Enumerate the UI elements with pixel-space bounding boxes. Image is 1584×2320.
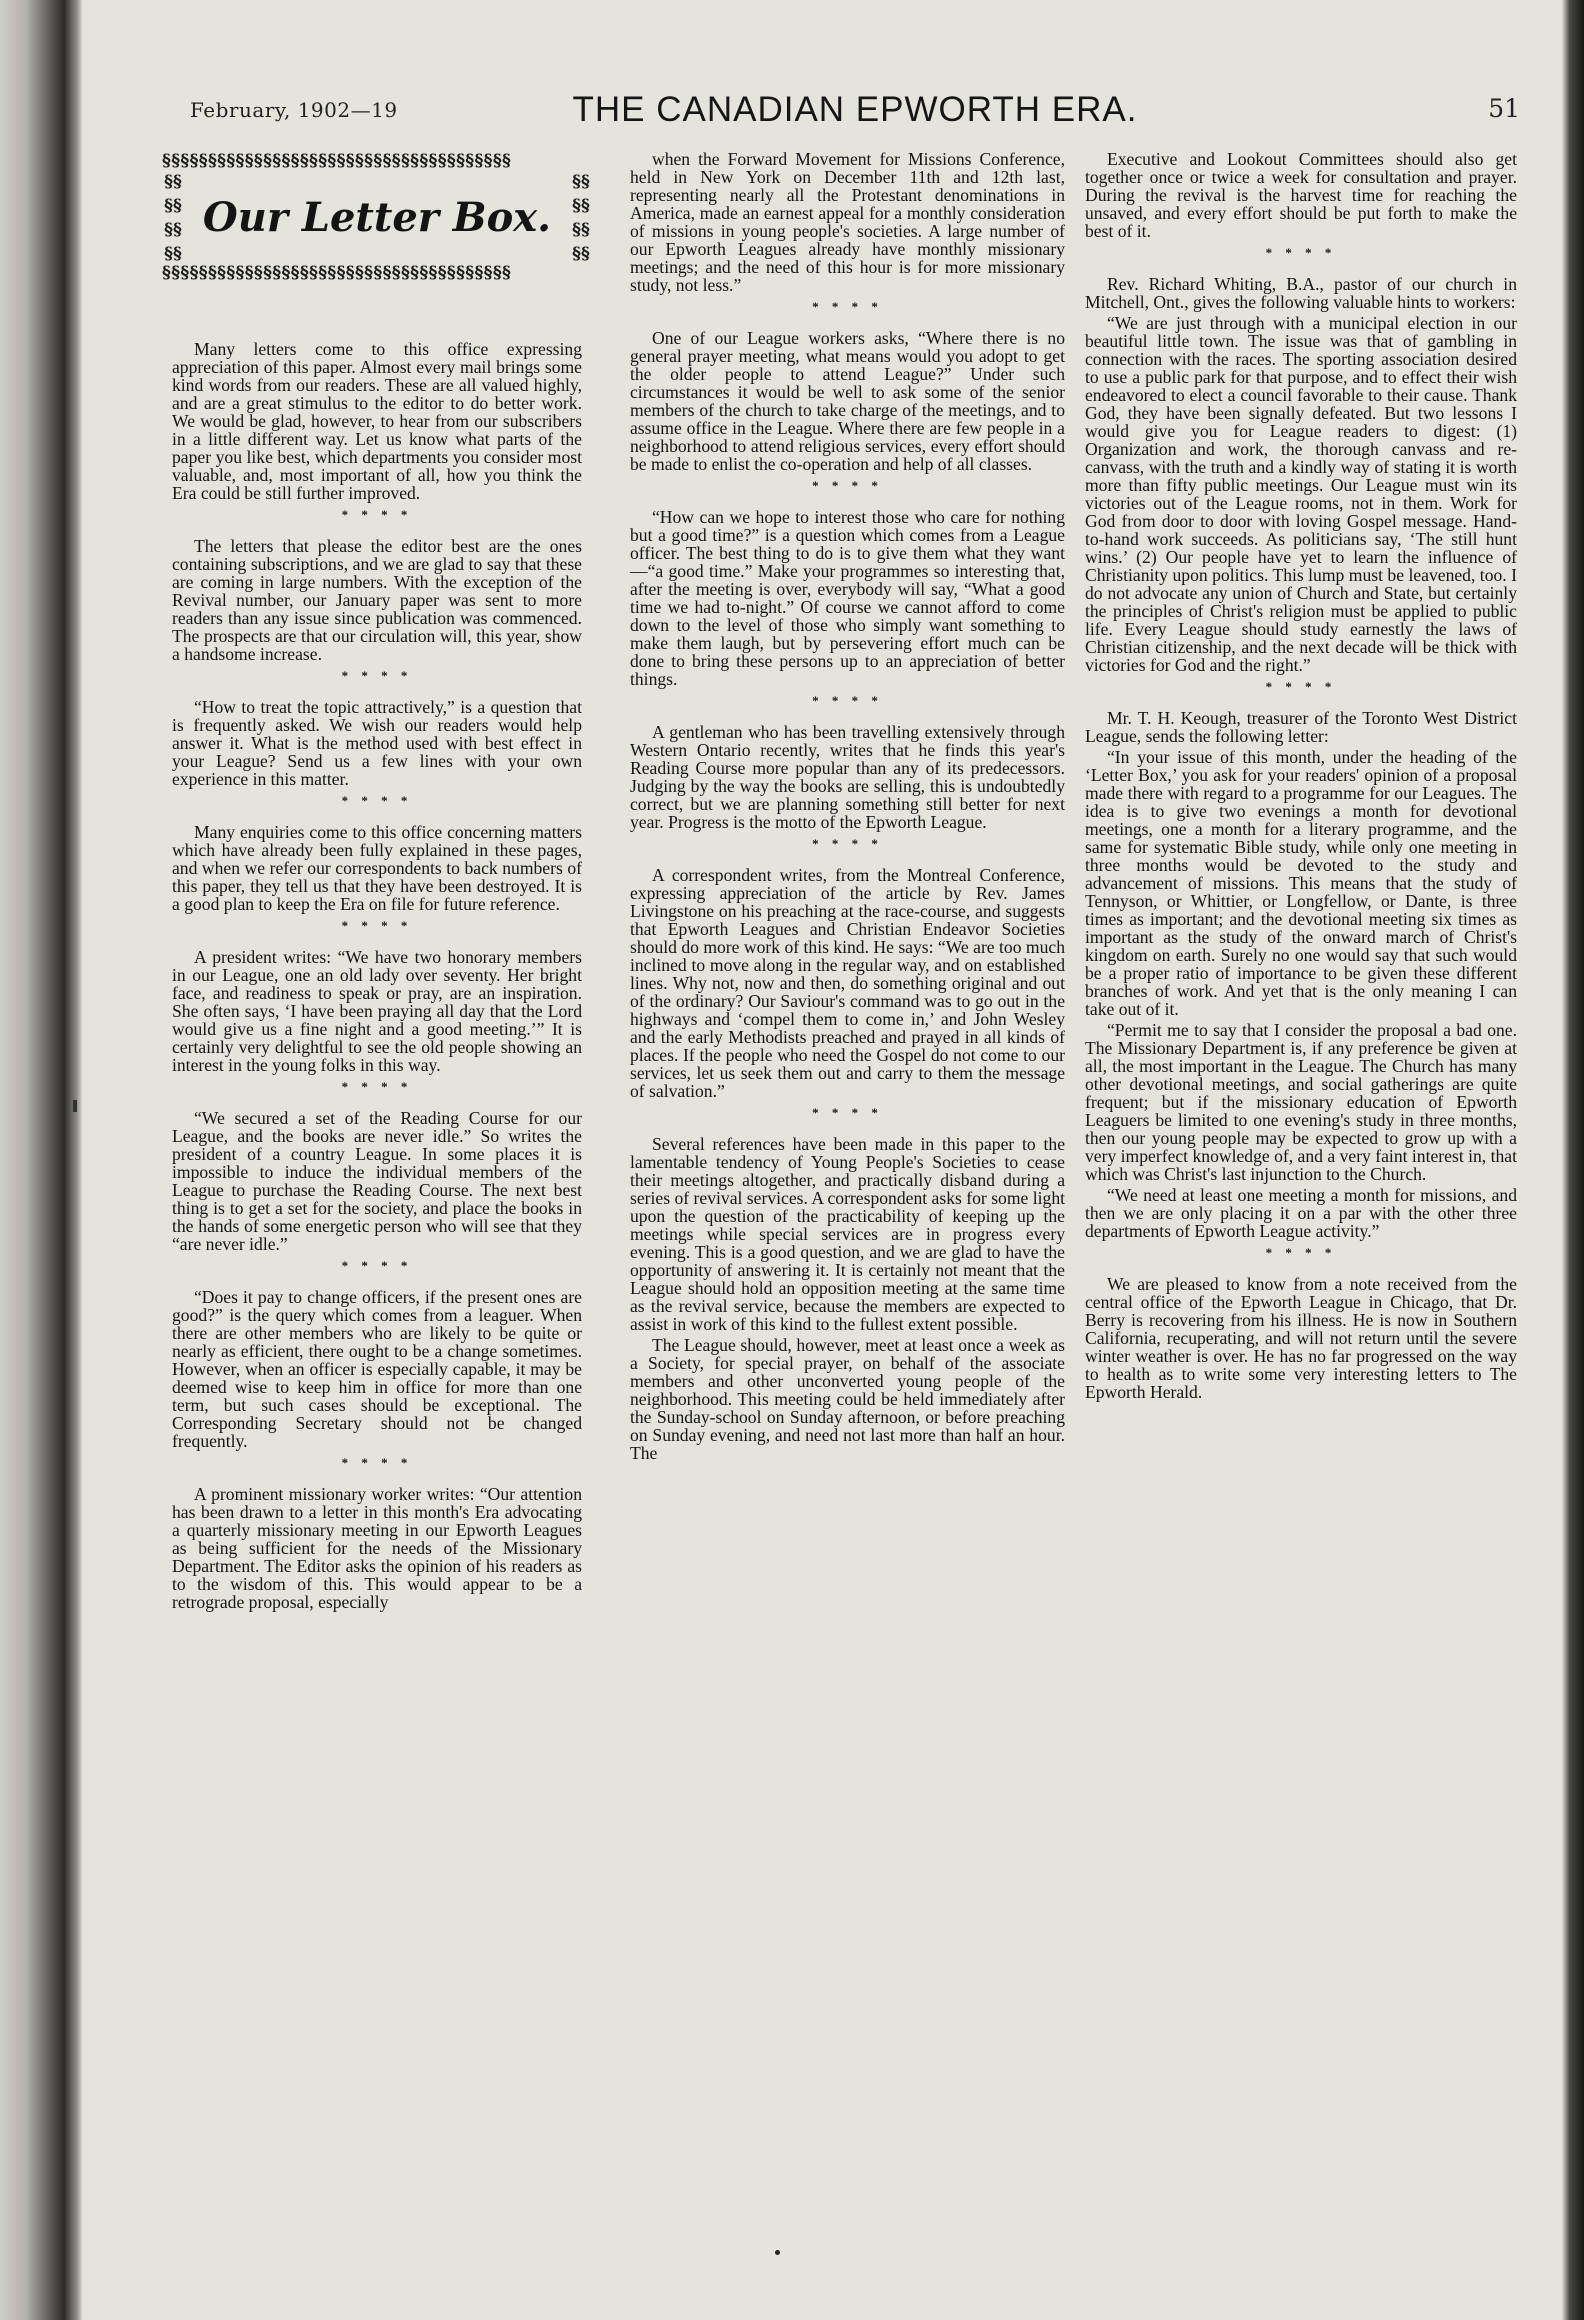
page-right-edge	[1562, 0, 1584, 2320]
ornamental-border-left: §§ §§ §§ §§	[164, 172, 182, 264]
page-left-edge	[0, 0, 64, 2320]
paragraph: “Permit me to say that I consider the proposal a bad one. The Missionary Department is, if any preference be given at all, the most important in the League. The Church has many other devotional meetings, and social gatherings are quite frequent; but if the missionary education of Epworth Leaguers be limited to one evening's study in three months, then our young people may be expected to grow up with a very imperfect knowledge of, and a very faint interest in, that which was Christ's last injunction to the Church.	[1085, 1020, 1517, 1184]
paragraph: Several references have been made in this paper to the lamentable tendency of Young People's Societies to cease their meetings altogether, and practically disband during a series of revival services. A correspondent asks for some light upon the question of the practicability of keeping up the meetings while special services are in progress every evening. This is a good question, and we are glad to have the opportunity of answering it. It is certainly not meant that the League should hold an opposition meeting at the same time as the revival service, because the members are expected to assist in work of this kind to the fullest extent possible.	[630, 1134, 1065, 1334]
section-separator: * * * *	[341, 1455, 413, 1470]
section-separator: * * * *	[1265, 679, 1337, 694]
section-separator: * * * *	[1265, 245, 1337, 260]
paragraph: Executive and Lookout Committees should also get together once or twice a week for consultation and prayer. During the revival is the harvest time for reaching the unsaved, and every effort should be put forth to make the best of it.	[1085, 149, 1517, 241]
paragraph: A gentleman who has been travelling extensively through Western Ontario recently, writes that he finds this year's Reading Course more popular than any of its predecessors. Judging by the way the books are selling, this is undoubtedly correct, but we are planning something still better for next year. Progress is the motto of the Epworth League.	[630, 722, 1065, 832]
paragraph: A president writes: “We have two honorary members in our League, one an old lady over seventy. Her bright face, and readiness to speak or pray, are an inspiration. She often says, ‘I have been praying all day that the Lord would give us a fine night and a good meeting.’” It is certainly very delightful to see the old people showing an interest in the young folks in this way.	[172, 947, 582, 1075]
publication-title: THE CANADIAN EPWORTH ERA.	[572, 90, 1138, 129]
text-column-2	[630, 150, 1065, 1465]
section-separator: * * * *	[341, 1258, 413, 1273]
paragraph: “We are just through with a municipal election in our beautiful little town. The issue was that of gambling in connection with the races. The sporting association desired to use a public park for that purpose, and to effect their wish endeavored to elect a council favorable to their cause. Thank God, they have been signally defeated. But two lessons I would give you for League readers to digest: (1) Organization and work, the thorough canvass and re-canvass, with the truth and a kindly way of stating it is worth more than fifty public meetings. Our League must win its victories out of the League rooms, not in them. Work for God from door to door with loving Gospel message. Hand-to-hand work succeeds. As politicians say, ‘The still hunt wins.’ (2) Our people have yet to learn the influence of Christianity upon politics. This lump must be leavened, too. I do not advocate any union of Church and State, but certainly the principles of Christ's religion must be applied to public life. Every League should study earnestly the laws of Christian citizenship, and the next decade will be thick with victories for God and the right.”	[1085, 313, 1517, 675]
section-separator: * * * *	[341, 668, 413, 683]
section-separator: * * * *	[812, 299, 883, 314]
paragraph: Many letters come to this office expressing appreciation of this paper. Almost every mail brings some kind words from our readers. These are all valued highly, and are a great stimulus to the editor to do better work. We would be glad, however, to hear from our subscribers in a little different way. Let us know what parts of the paper you like best, which departments you consider most valuable, and, most important of all, how you think the Era could be still further improved.	[172, 339, 582, 503]
text-column-1	[172, 340, 582, 1614]
paragraph: The letters that please the editor best are the ones containing subscriptions, and we are glad to say that these are coming in large numbers. With the exception of the Revival number, our January paper was sent to more readers than any issue since publication was commenced. The prospects are that our circulation will, this year, show a handsome increase.	[172, 536, 582, 664]
paragraph: Mr. T. H. Keough, treasurer of the Toronto West District League, sends the following letter:	[1085, 708, 1517, 746]
ornamental-border-top: §§§§§§§§§§§§§§§§§§§§§§§§§§§§§§§§§§§§§§	[162, 151, 512, 171]
paragraph: The League should, however, meet at least once a week as a Society, for special prayer, on behalf of the associate members and other unconverted young people of the neighborhood. This meeting could be held immediately after the Sunday-school on Sunday afternoon, or before preaching on Sunday evening, and need not last more than half an hour. The	[630, 1335, 1065, 1463]
paragraph: when the Forward Movement for Missions Conference, held in New York on December 11th and 12th last, representing nearly all the Protestant denominations in America, made an earnest appeal for a monthly consideration of missions in young people's societies. A large number of our Epworth Leagues already have monthly missionary meetings; and the need of this hour is for more missionary study, not less.”	[630, 149, 1065, 295]
paragraph: “We secured a set of the Reading Course for our League, and the books are never idle.” So writes the president of a country League. In some places it is impossible to induce the individual members of the League to purchase the Reading Course. The next best thing is to get a set for the society, and place the books in the hands of some energetic person who will see that they “are never idle.”	[172, 1108, 582, 1254]
section-title: Our Letter Box.	[202, 194, 552, 241]
paragraph: “We need at least one meeting a month for missions, and then we are only placing it on a par with the other three departments of Epworth League activity.”	[1085, 1185, 1517, 1241]
section-separator: * * * *	[341, 793, 413, 808]
ornamental-border-bottom: §§§§§§§§§§§§§§§§§§§§§§§§§§§§§§§§§§§§§§	[162, 263, 512, 283]
text-column-3	[1085, 150, 1517, 1404]
section-separator: * * * *	[341, 507, 413, 522]
page-number: 51	[1488, 94, 1520, 123]
paragraph: “In your issue of this month, under the heading of the ‘Letter Box,’ you ask for your readers' opinion of a proposal made there with regard to a programme for our Leagues. The idea is to give two evenings a month for devotional meetings, one a month for a literary programme, and the same for systematic Bible study, while only one meeting in three months would be devoted to the study and advancement of missions. This means that the study of Tennyson, or Whittier, or Longfellow, or Dante, is three times as important; and the devotional meeting six times as important as the study of the onward march of Christ's kingdom on earth. Surely no one would say that such would be a proper ratio of importance to be given these different branches of work. And yet that is the only meaning I can take out of it.	[1085, 747, 1517, 1019]
paragraph: A prominent missionary worker writes: “Our attention has been drawn to a letter in this month's Era advocating a quarterly missionary meeting in our Epworth Leagues as being sufficient for the needs of the Missionary Department. The Editor asks the opinion of his readers as to the wisdom of this. This would appear to be a retrograde proposal, especially	[172, 1484, 582, 1612]
section-separator: * * * *	[341, 918, 413, 933]
paragraph: Many enquiries come to this office concerning matters which have already been fully explained in these pages, and when we refer our correspondents to back numbers of this paper, they tell us that they have been destroyed. It is a good plan to keep the Era on file for future reference.	[172, 822, 582, 914]
paragraph: “How can we hope to interest those who care for nothing but a good time?” is a question which comes from a League officer. The best thing to do is to give them what they want—“a good time.” Make your programmes so interesting that, after the meeting is over, everybody will say, “What a good time we had to-night.” Of course we cannot afford to come down to the level of those who simply want something to make them laugh, but by persevering effort much can be done to bring these persons up to an appreciation of better things.	[630, 507, 1065, 689]
section-separator: * * * *	[1265, 1245, 1337, 1260]
section-separator: * * * *	[812, 1105, 883, 1120]
paragraph: “How to treat the topic attractively,” is a question that is frequently asked. We wish our readers would help answer it. What is the method used with best effect in your League? Send us a few lines with your own experience in this matter.	[172, 697, 582, 789]
print-speck	[775, 2250, 780, 2255]
ornamental-border-right: §§ §§ §§ §§	[572, 172, 590, 264]
issue-date: February, 1902—19	[190, 98, 398, 122]
running-header	[190, 90, 1520, 130]
paragraph: One of our League workers asks, “Where there is no general prayer meeting, what means would you adopt to get the older people to attend League?” Under such circumstances it would be well to ask some of the senior members of the church to take charge of the meetings, and to assume office in the League. Where there are few people in a neighborhood to attend religious services, every effort should be made to enlist the co-operation and help of all classes.	[630, 328, 1065, 474]
binding-gutter	[64, 0, 82, 2320]
paragraph: “Does it pay to change officers, if the present ones are good?” is the query which comes from a leaguer. When there are other members who are likely to be quite or nearly as efficient, there ought to be a change sometimes. However, when an officer is especially capable, it may be deemed wise to keep him in office for more than one term, but such cases should be exceptional. The Corresponding Secretary should not be changed frequently.	[172, 1287, 582, 1451]
section-separator: * * * *	[812, 478, 883, 493]
paragraph: Rev. Richard Whiting, B.A., pastor of our church in Mitchell, Ont., gives the following valuable hints to workers:	[1085, 274, 1517, 312]
paragraph: We are pleased to know from a note received from the central office of the Epworth League in Chicago, that Dr. Berry is recovering from his illness. He is now in Southern California, recuperating, and will not return until the severe winter weather is over. He has no far progressed on the way to health as to write some very interesting letters to The Epworth Herald.	[1085, 1274, 1517, 1402]
section-heading-box	[162, 150, 592, 288]
paragraph: A correspondent writes, from the Montreal Conference, expressing appreciation of the article by Rev. James Livingstone on his preaching at the race-course, and suggests that Epworth Leagues and Christian Endeavor Societies should do more work of this kind. He says: “We are too much inclined to move along in the regular way, and on established lines. Why not, now and then, do something original and out of the ordinary? Our Saviour's command was to go out in the highways and ‘compel them to come in,’ and John Wesley and the early Methodists preached and prayed in all kinds of places. If the people who need the Gospel do not come to our services, let us seek them out and carry to them the message of salvation.”	[630, 865, 1065, 1101]
section-separator: * * * *	[341, 1079, 413, 1094]
section-separator: * * * *	[812, 836, 883, 851]
section-separator: * * * *	[812, 693, 883, 708]
print-speck	[73, 1100, 77, 1112]
